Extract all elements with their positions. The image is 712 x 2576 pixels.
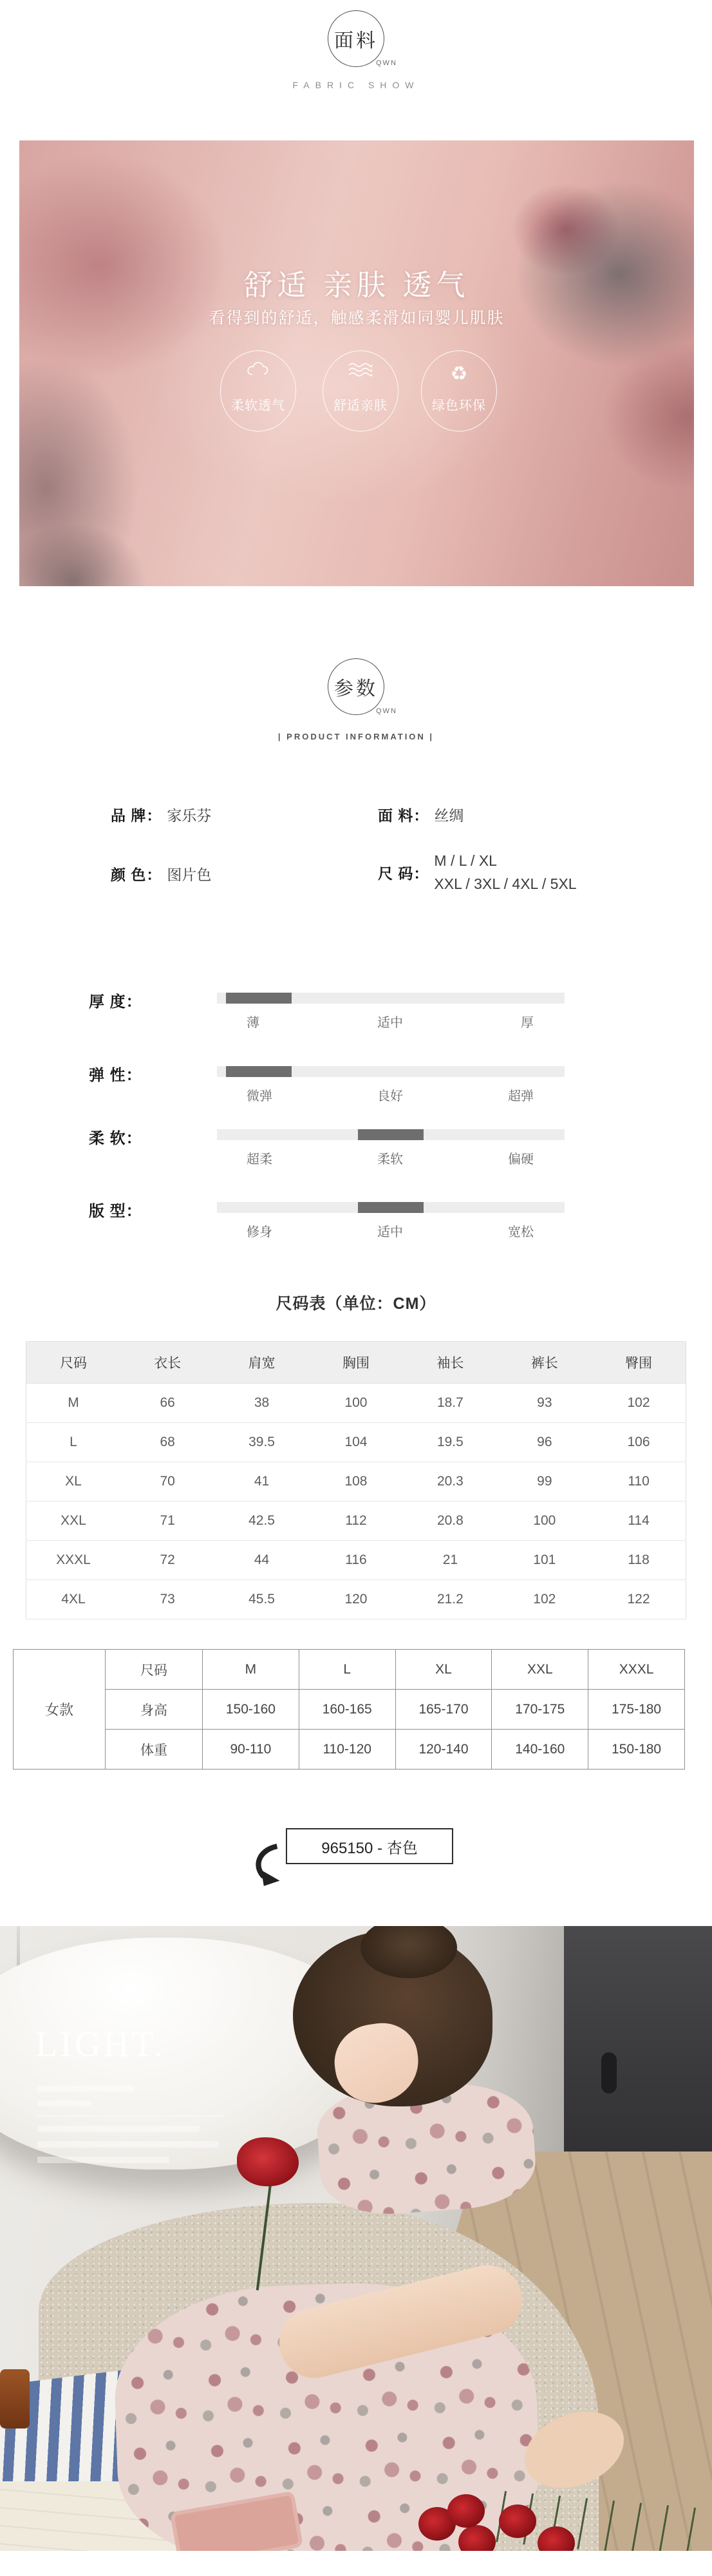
softness-slider-track: [217, 1129, 565, 1140]
cell: 18.7: [403, 1384, 497, 1423]
cell: 118: [592, 1541, 686, 1580]
cell: 73: [120, 1580, 214, 1619]
cell: 19.5: [403, 1423, 497, 1462]
cell: 165-170: [395, 1690, 492, 1730]
color-value: 图片色: [167, 866, 212, 883]
cell: 102: [498, 1580, 592, 1619]
feature-label: 舒适亲肤: [333, 399, 388, 413]
col-header: 袖长: [403, 1342, 497, 1384]
cell: 120: [309, 1580, 403, 1619]
thickness-slider-track: [217, 993, 565, 1004]
elasticity-slider-track: [217, 1066, 565, 1077]
cell: 21.2: [403, 1580, 497, 1619]
material-label: 面 料：: [378, 807, 429, 824]
cell: 21: [403, 1541, 497, 1580]
col-header: 裤长: [498, 1342, 592, 1384]
tick-label: 厚: [521, 1016, 534, 1030]
fit-ticks: [217, 1221, 565, 1240]
col-header: 臀围: [592, 1342, 686, 1384]
fabric-badge-label: 面料: [334, 30, 378, 52]
cell: 122: [592, 1580, 686, 1619]
elasticity-label: 弹 性：: [89, 1067, 142, 1084]
fabric-section-badge: [328, 10, 384, 67]
cell: XXXL: [26, 1541, 120, 1580]
tick-label: 偏硬: [508, 1152, 534, 1167]
params-badge-label: 参数: [334, 678, 378, 700]
tick-label: 适中: [377, 1016, 403, 1030]
cell: 120-140: [395, 1730, 492, 1770]
feature-badge-skin-friendly: [323, 350, 398, 432]
cell: 42.5: [214, 1502, 308, 1541]
thickness-slider-row: [0, 987, 712, 1047]
cell: XXXL: [588, 1650, 685, 1690]
elasticity-slider-fill: [226, 1066, 292, 1077]
cell: 110-120: [299, 1730, 395, 1770]
feature-badge-eco-friendly: [421, 350, 497, 432]
fit-slider-track: [217, 1202, 565, 1213]
rose-decor: [499, 2504, 536, 2538]
params-section-badge: [328, 658, 384, 715]
size-line-1: M / L / XL: [434, 852, 497, 869]
caption-line-decor: [37, 2126, 200, 2132]
tick-label: 薄: [247, 1016, 259, 1030]
caption-line-decor: [37, 2086, 134, 2092]
fabric-badge-watermark: QWN: [376, 59, 397, 67]
brand-value: 家乐芬: [167, 807, 212, 824]
recycle-icon: ♻: [450, 363, 468, 385]
cell: 106: [592, 1423, 686, 1462]
cell: 45.5: [214, 1580, 308, 1619]
brand-label: 品 牌：: [111, 807, 162, 824]
cell: M: [26, 1384, 120, 1423]
table-row: [14, 1690, 685, 1730]
cell: XXL: [492, 1650, 588, 1690]
cell: 100: [498, 1502, 592, 1541]
caption-line-decor: [37, 2141, 219, 2148]
photo-watermark: LIGHT.: [35, 2025, 165, 2065]
cabinet-handle-decor: [601, 2052, 617, 2094]
cell: 71: [120, 1502, 214, 1541]
cell: 104: [309, 1423, 403, 1462]
thickness-label: 厚 度：: [89, 993, 142, 1011]
tick-label: 微弹: [247, 1089, 272, 1103]
feature-label: 绿色环保: [432, 399, 486, 413]
cell: XL: [26, 1462, 120, 1502]
table-row: [26, 1384, 686, 1423]
size-chart-title: 尺码表（单位：CM）: [276, 1295, 436, 1313]
color-label: 颜 色：: [111, 866, 162, 883]
cell: XL: [395, 1650, 492, 1690]
fit-chart-table: [13, 1649, 685, 1770]
amber-bottle-decor: [0, 2369, 30, 2428]
cell: 96: [498, 1423, 592, 1462]
color-info: [111, 863, 211, 884]
curved-arrow-icon: [248, 1844, 288, 1890]
softness-slider-row: [0, 1124, 712, 1183]
elasticity-ticks: [217, 1085, 565, 1104]
table-row: [26, 1462, 686, 1502]
size-chart-table: [26, 1341, 686, 1619]
row-label: 体重: [106, 1730, 203, 1770]
tick-label: 适中: [377, 1225, 403, 1239]
cloud-icon: [221, 360, 295, 388]
cell: 116: [309, 1541, 403, 1580]
caption-divider-decor: [37, 2115, 224, 2117]
cell: M: [203, 1650, 299, 1690]
size-chart-header-row: [26, 1342, 686, 1384]
size-label: 尺 码：: [378, 864, 429, 882]
size-line-2: XXL / 3XL / 4XL / 5XL: [434, 875, 577, 892]
table-row: [26, 1423, 686, 1462]
fabric-hero-photo: [19, 140, 694, 586]
red-rose-decor: [237, 2137, 299, 2186]
cell: 38: [214, 1384, 308, 1423]
fabric-hero-subtitle: 看得到的舒适，触感柔滑如同婴儿肌肤: [209, 309, 505, 327]
fit-slider-row: [0, 1197, 712, 1256]
rose-decor: [447, 2494, 485, 2528]
size-values: [434, 849, 576, 895]
cell: 90-110: [203, 1730, 299, 1770]
cell: 68: [120, 1423, 214, 1462]
cell: 70: [120, 1462, 214, 1502]
cell: 110: [592, 1462, 686, 1502]
fit-label: 版 型：: [89, 1203, 142, 1220]
photo-caption-lines: [37, 2086, 224, 2172]
col-header: 衣长: [120, 1342, 214, 1384]
table-row: [26, 1541, 686, 1580]
cell: 140-160: [492, 1730, 588, 1770]
col-header: 肩宽: [214, 1342, 308, 1384]
caption-line-decor: [37, 2101, 91, 2106]
cell: L: [299, 1650, 395, 1690]
feature-badge-soft-breathable: [220, 350, 296, 432]
cell: 112: [309, 1502, 403, 1541]
cell: 108: [309, 1462, 403, 1502]
caption-line-decor: [37, 2157, 169, 2163]
cell: 41: [214, 1462, 308, 1502]
lifestyle-photo: [0, 1926, 712, 2551]
cell: 4XL: [26, 1580, 120, 1619]
cell: 101: [498, 1541, 592, 1580]
softness-slider-fill: [358, 1129, 424, 1140]
tick-label: 柔软: [377, 1152, 403, 1167]
table-row: [26, 1580, 686, 1619]
cell: L: [26, 1423, 120, 1462]
cell: 160-165: [299, 1690, 395, 1730]
params-section-caption: | PRODUCT INFORMATION |: [277, 732, 435, 741]
cell: 66: [120, 1384, 214, 1423]
waves-icon: [323, 360, 398, 388]
fit-slider-fill: [358, 1202, 424, 1213]
cell: 100: [309, 1384, 403, 1423]
row-label: 身高: [106, 1690, 203, 1730]
tick-label: 修身: [247, 1225, 272, 1239]
fabric-hero-title: 舒适 亲肤 透气: [243, 269, 470, 301]
thickness-slider-fill: [226, 993, 292, 1004]
tick-label: 超弹: [508, 1089, 534, 1103]
cell: 150-160: [203, 1690, 299, 1730]
cell: 170-175: [492, 1690, 588, 1730]
tick-label: 超柔: [247, 1152, 272, 1167]
table-row: [26, 1502, 686, 1541]
elasticity-slider-row: [0, 1061, 712, 1120]
rose-bouquet-decor: [412, 2493, 708, 2551]
row-label: 尺码: [106, 1650, 203, 1690]
tick-label: 良好: [377, 1089, 403, 1103]
group-label: 女款: [14, 1650, 106, 1770]
cell: 93: [498, 1384, 592, 1423]
material-value: 丝绸: [434, 807, 464, 824]
softness-ticks: [217, 1149, 565, 1167]
table-row: [14, 1650, 685, 1690]
params-badge-watermark: QWN: [376, 707, 397, 715]
brand-info: [111, 804, 211, 825]
cell: 150-180: [588, 1730, 685, 1770]
cell: 114: [592, 1502, 686, 1541]
cell: 99: [498, 1462, 592, 1502]
cell: 44: [214, 1541, 308, 1580]
size-info: [378, 849, 577, 895]
tick-label: 宽松: [508, 1225, 534, 1239]
cell: XXL: [26, 1502, 120, 1541]
cell: 20.3: [403, 1462, 497, 1502]
product-code-text: 965150 - 杏色: [321, 1839, 418, 1857]
thickness-ticks: [217, 1012, 565, 1031]
cell: 102: [592, 1384, 686, 1423]
cell: 39.5: [214, 1423, 308, 1462]
product-code-box: [286, 1828, 453, 1864]
col-header: 尺码: [26, 1342, 120, 1384]
col-header: 胸围: [309, 1342, 403, 1384]
feature-label: 柔软透气: [231, 399, 285, 413]
cell: 20.8: [403, 1502, 497, 1541]
cell: 175-180: [588, 1690, 685, 1730]
softness-label: 柔 软：: [89, 1130, 142, 1147]
cell: 72: [120, 1541, 214, 1580]
material-info: [378, 804, 464, 825]
table-row: [14, 1730, 685, 1770]
fabric-section-caption: FABRIC SHOW: [292, 80, 420, 90]
